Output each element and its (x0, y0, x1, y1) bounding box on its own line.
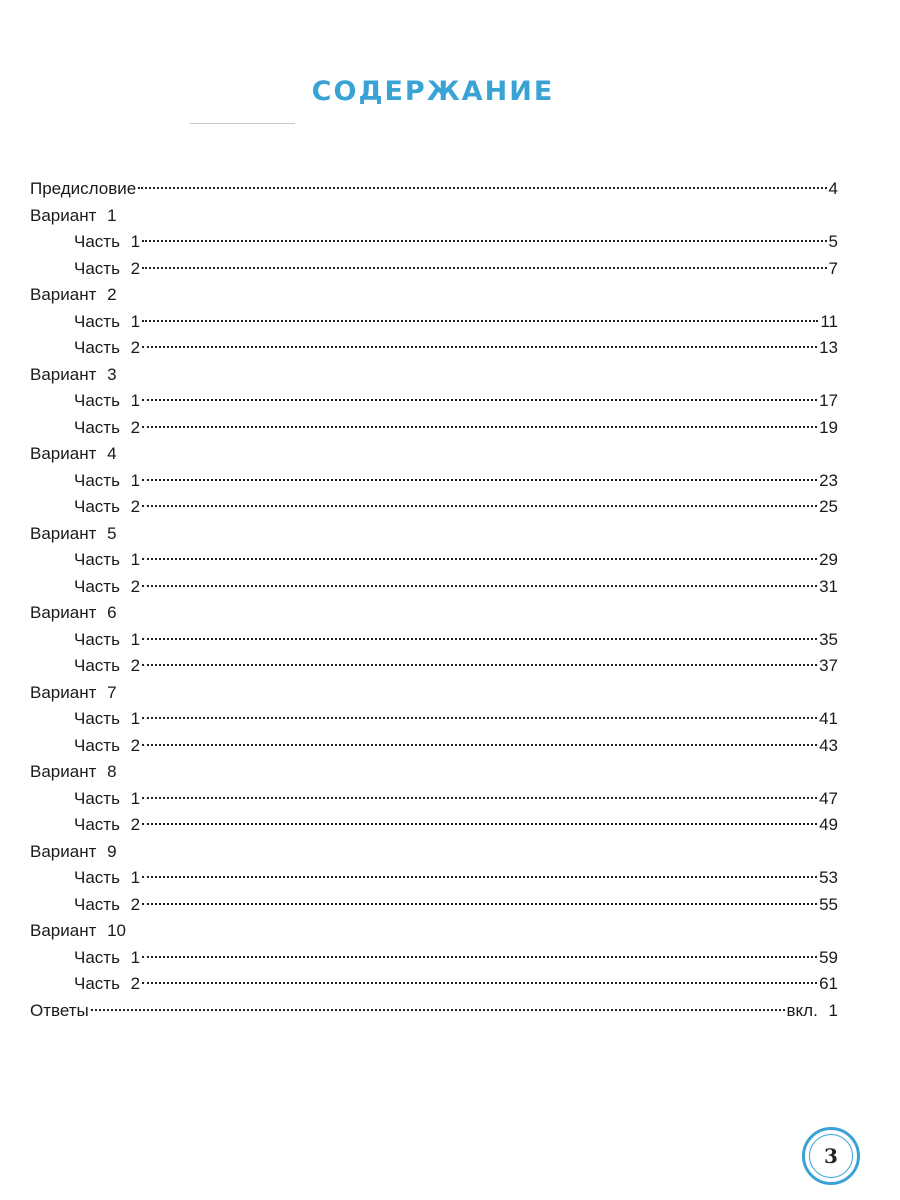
toc-subentry (30, 335, 838, 362)
toc-entry (30, 839, 838, 866)
toc-entry-label: Часть 1 (74, 629, 141, 649)
toc-subentry (30, 388, 838, 415)
dot-leader (142, 956, 817, 958)
toc-entry (30, 441, 838, 468)
dot-leader (142, 320, 818, 322)
toc-entry-page: 23 (819, 470, 838, 490)
dot-leader (91, 1009, 785, 1011)
toc-subentry (30, 786, 838, 813)
toc-entry-page: 5 (828, 232, 838, 251)
toc-subentry (30, 865, 838, 892)
toc-subentry (30, 706, 838, 733)
toc-entry-label: Вариант 2 (30, 285, 117, 304)
toc-entry-page: 4 (828, 179, 838, 198)
toc-entry-label: Часть 2 (74, 576, 141, 596)
toc-entry-label: Часть 1 (74, 311, 141, 331)
dot-leader (142, 664, 817, 666)
toc-subentry (30, 309, 838, 336)
dot-leader (142, 267, 826, 269)
toc-entry (30, 998, 838, 1025)
dot-leader (142, 903, 817, 905)
dot-leader (142, 426, 817, 428)
toc-entry-page: 11 (820, 311, 838, 331)
toc-entry-label: Часть 2 (74, 497, 141, 516)
dot-leader (142, 558, 817, 560)
dot-leader (142, 479, 817, 481)
toc-subentry (30, 971, 838, 998)
toc-entry-page: 37 (819, 656, 838, 675)
toc-entry-label: Вариант 9 (30, 841, 117, 861)
toc-entry-label: Часть 2 (74, 258, 141, 278)
toc-subentry (30, 574, 838, 601)
toc-entry (30, 203, 838, 230)
dot-leader (142, 744, 817, 746)
dot-leader (138, 187, 826, 189)
toc-entry-label: Часть 2 (74, 338, 141, 357)
toc-entry-page: 53 (819, 868, 838, 887)
toc-subentry (30, 494, 838, 521)
toc-entry (30, 918, 838, 945)
dot-leader (142, 638, 817, 640)
toc-entry (30, 759, 838, 786)
dot-leader (142, 346, 817, 348)
dot-leader (142, 717, 817, 719)
toc-entry-label: Часть 1 (74, 470, 141, 490)
toc-entry-page: 59 (819, 947, 838, 967)
toc-entry-label: Часть 1 (74, 788, 141, 808)
toc-entry-label: Часть 2 (74, 815, 141, 834)
toc-entry (30, 521, 838, 548)
toc-entry-page: 35 (819, 629, 838, 649)
toc-subentry (30, 256, 838, 283)
toc-entry-page: 61 (819, 974, 838, 993)
toc-entry-label: Вариант 4 (30, 444, 117, 463)
toc-entry-page: 31 (819, 576, 838, 596)
toc-entry-label: Вариант 5 (30, 523, 117, 543)
toc-entry-page: 7 (828, 258, 838, 278)
toc-subentry (30, 229, 838, 256)
toc-entry-label: Часть 1 (74, 868, 141, 887)
toc-entry (30, 176, 838, 203)
dot-leader (142, 823, 817, 825)
toc-subentry (30, 945, 838, 972)
toc-entry-label: Часть 2 (74, 894, 141, 914)
toc-entry-page: 55 (819, 894, 838, 914)
toc-entry (30, 282, 838, 309)
toc-entry-label: Часть 1 (74, 709, 141, 728)
dot-leader (142, 876, 817, 878)
toc-entry-label: Вариант 1 (30, 205, 117, 225)
toc-subentry (30, 892, 838, 919)
table-of-contents (30, 176, 838, 1024)
toc-entry-page: 25 (819, 497, 838, 516)
dot-leader (142, 797, 817, 799)
dot-leader (142, 399, 817, 401)
toc-entry-label: Ответы (30, 1000, 89, 1020)
toc-subentry (30, 812, 838, 839)
toc-entry-page: вкл. 1 (786, 1000, 838, 1020)
toc-entry-page: 49 (819, 815, 838, 834)
toc-entry-page: 29 (819, 550, 838, 569)
toc-entry-label: Вариант 6 (30, 603, 117, 622)
dot-leader (142, 240, 826, 242)
toc-entry-label: Часть 1 (74, 947, 141, 967)
toc-entry-label: Часть 2 (74, 735, 141, 755)
toc-entry-page: 47 (819, 788, 838, 808)
toc-subentry (30, 627, 838, 654)
toc-entry-label: Часть 1 (74, 232, 141, 251)
page-number: 3 (824, 1144, 838, 1168)
decorative-rule (190, 123, 295, 124)
dot-leader (142, 585, 817, 587)
toc-entry-label: Вариант 10 (30, 921, 127, 940)
page-number-badge (802, 1127, 860, 1185)
toc-entry-label: Предисловие (30, 179, 137, 198)
toc-entry-label: Вариант 7 (30, 682, 117, 702)
toc-subentry (30, 468, 838, 495)
toc-entry (30, 362, 838, 389)
toc-entry-page: 43 (819, 735, 838, 755)
toc-entry-label: Часть 2 (74, 417, 141, 437)
toc-entry-page: 13 (819, 338, 838, 357)
page-title: СОДЕРЖАНИЕ (311, 76, 555, 107)
dot-leader (142, 982, 817, 984)
toc-subentry (30, 653, 838, 680)
toc-entry-page: 41 (819, 709, 838, 728)
toc-entry-label: Часть 1 (74, 391, 141, 410)
toc-entry-label: Вариант 8 (30, 762, 117, 781)
dot-leader (142, 505, 817, 507)
toc-entry (30, 600, 838, 627)
toc-entry (30, 680, 838, 707)
toc-subentry (30, 733, 838, 760)
toc-subentry (30, 547, 838, 574)
toc-entry-label: Часть 1 (74, 550, 141, 569)
toc-subentry (30, 415, 838, 442)
toc-entry-page: 17 (819, 391, 838, 410)
toc-entry-label: Вариант 3 (30, 364, 117, 384)
toc-entry-label: Часть 2 (74, 974, 141, 993)
toc-entry-label: Часть 2 (74, 656, 141, 675)
toc-entry-page: 19 (819, 417, 838, 437)
